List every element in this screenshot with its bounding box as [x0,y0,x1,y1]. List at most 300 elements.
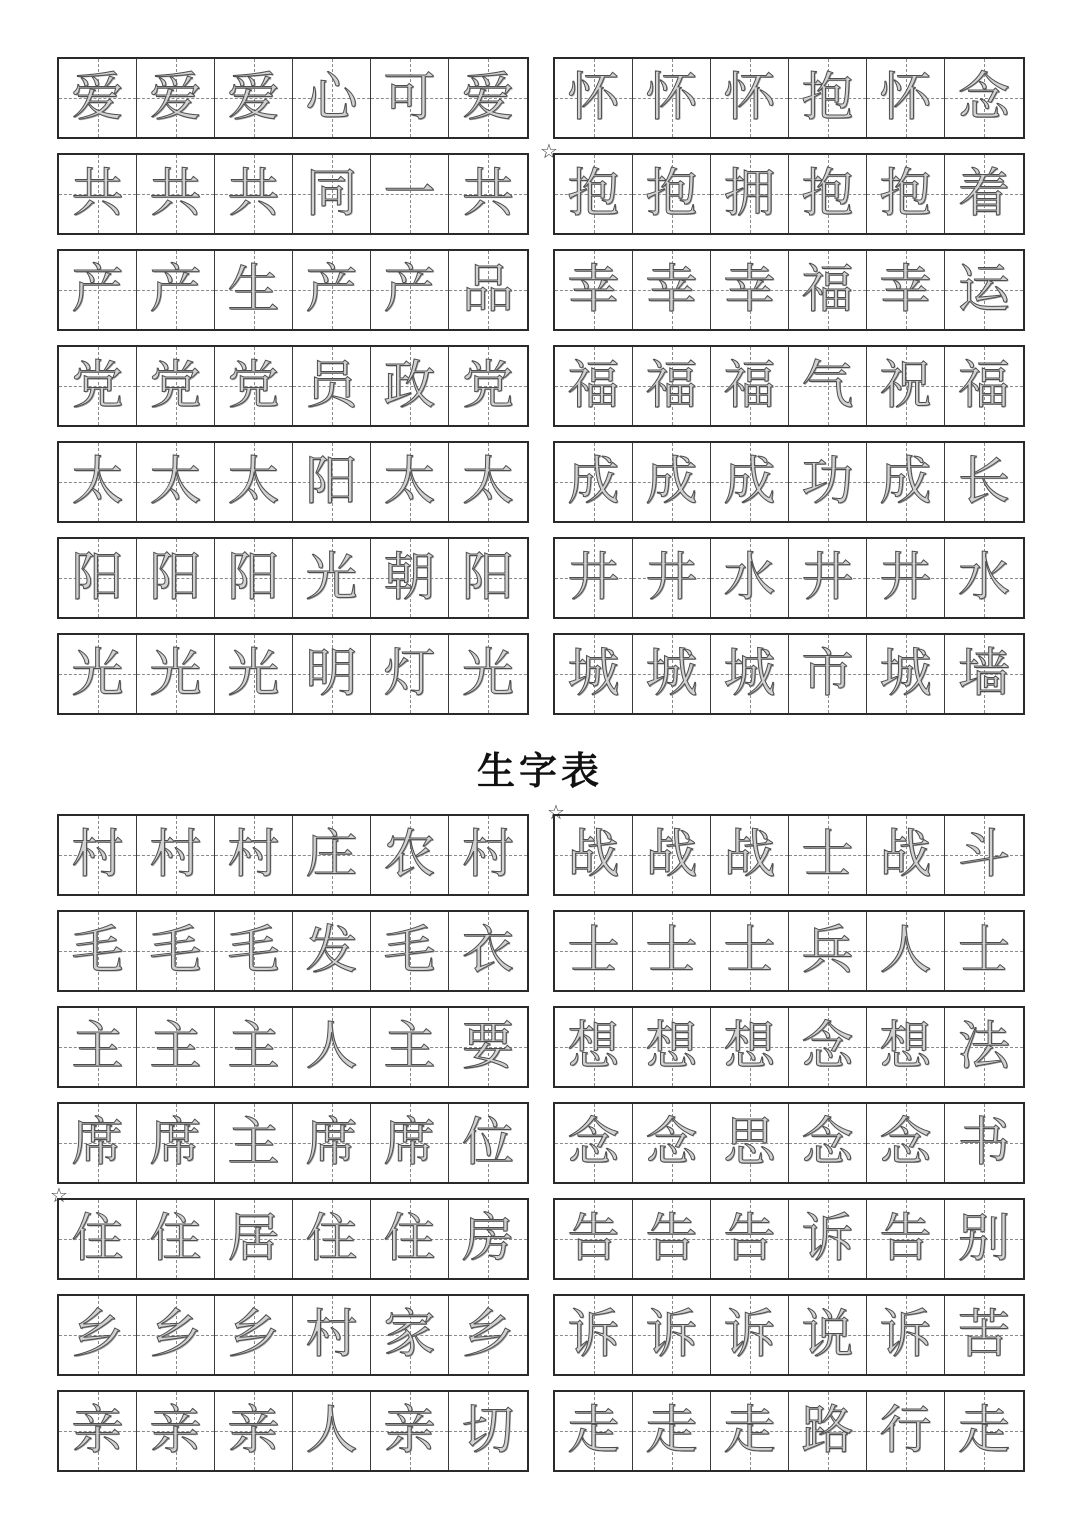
practice-cell [293,635,371,713]
character-glyph: 怀 [567,68,620,128]
practice-cell [59,912,137,990]
practice-cell [867,635,945,713]
practice-cell [945,912,1023,990]
character-glyph: 毛 [149,921,202,981]
character-glyph: 功 [801,452,854,512]
practice-cell [789,1200,867,1278]
character-glyph: 阳 [149,548,202,608]
character-glyph: 诉 [567,1305,620,1365]
practice-cell [711,1200,789,1278]
practice-cell [789,635,867,713]
practice-cell [215,251,293,329]
practice-cell [633,443,711,521]
character-glyph: 福 [645,356,698,416]
character-glyph: 毛 [383,921,436,981]
character-glyph: 告 [879,1209,932,1269]
practice-cell [789,59,867,137]
character-glyph: 太 [71,452,124,512]
character-glyph: 乡 [227,1305,280,1365]
practice-cell [555,155,633,233]
character-glyph: 要 [461,1017,514,1077]
practice-cell [59,59,137,137]
character-glyph: 成 [645,452,698,512]
character-glyph: 政 [383,356,436,416]
character-glyph: 念 [645,1113,698,1173]
practice-cell [945,347,1023,425]
character-glyph: 走 [957,1401,1010,1461]
character-glyph: 村 [227,825,280,885]
character-glyph: 亲 [383,1401,436,1461]
practice-row [553,814,1025,896]
character-glyph: 住 [71,1209,124,1269]
character-glyph: 庄 [305,825,358,885]
practice-cell [371,816,449,894]
practice-cell [789,1008,867,1086]
character-glyph: 爱 [71,68,124,128]
practice-cell [59,1008,137,1086]
practice-cell [293,347,371,425]
practice-cell [449,443,527,521]
character-glyph: 想 [567,1017,620,1077]
character-glyph: 毛 [227,921,280,981]
practice-cell [711,816,789,894]
character-glyph: 城 [567,644,620,704]
practice-cell [293,1008,371,1086]
character-glyph: 切 [461,1401,514,1461]
character-glyph: 幸 [567,260,620,320]
practice-cell [371,1008,449,1086]
practice-row [57,1102,529,1184]
character-glyph: 福 [567,356,620,416]
practice-cell [215,1392,293,1470]
practice-cell [137,443,215,521]
character-glyph: 思 [723,1113,776,1173]
character-glyph: 念 [801,1113,854,1173]
character-glyph: 城 [879,644,932,704]
character-glyph: 成 [723,452,776,512]
character-glyph: 人 [879,921,932,981]
character-glyph: 告 [645,1209,698,1269]
character-glyph: 村 [461,825,514,885]
practice-row [553,153,1025,235]
practice-cell [789,443,867,521]
practice-row [553,57,1025,139]
practice-cell [215,912,293,990]
character-glyph: 走 [645,1401,698,1461]
character-glyph: 主 [383,1017,436,1077]
practice-cell [59,155,137,233]
character-glyph: 墙 [957,644,1010,704]
character-glyph: 席 [71,1113,124,1173]
practice-cell [789,1296,867,1374]
practice-cell [945,59,1023,137]
practice-cell [59,1392,137,1470]
practice-cell [293,1200,371,1278]
practice-row [553,345,1025,427]
practice-cell [867,816,945,894]
character-glyph: 抱 [801,68,854,128]
practice-cell [293,912,371,990]
practice-row [553,633,1025,715]
character-glyph: 士 [723,921,776,981]
character-glyph: 党 [71,356,124,416]
character-glyph: 生 [227,260,280,320]
practice-cell [449,251,527,329]
character-glyph: 士 [801,825,854,885]
practice-cell [59,347,137,425]
practice-cell [215,539,293,617]
practice-cell [945,1392,1023,1470]
character-glyph: 朝 [383,548,436,608]
character-glyph: 党 [227,356,280,416]
character-glyph: 士 [645,921,698,981]
practice-cell [711,59,789,137]
practice-cell [633,1008,711,1086]
character-glyph: 井 [567,548,620,608]
practice-cell [293,1104,371,1182]
practice-cell [371,1392,449,1470]
character-glyph: 说 [801,1305,854,1365]
practice-cell [371,443,449,521]
character-glyph: 路 [801,1401,854,1461]
practice-cell [867,251,945,329]
character-glyph: 爱 [149,68,202,128]
character-glyph: 心 [305,68,358,128]
practice-cell [711,1104,789,1182]
star-icon: ☆ [547,800,565,824]
character-glyph: 共 [461,164,514,224]
character-glyph: 井 [801,548,854,608]
character-glyph: 产 [383,260,436,320]
practice-cell [945,1200,1023,1278]
practice-row [57,249,529,331]
character-glyph: 灯 [383,644,436,704]
practice-cell [555,59,633,137]
character-glyph: 水 [723,548,776,608]
character-glyph: 拥 [723,164,776,224]
practice-cell [293,251,371,329]
character-glyph: 告 [567,1209,620,1269]
practice-cell [711,912,789,990]
character-glyph: 想 [723,1017,776,1077]
practice-cell [449,1200,527,1278]
practice-cell [633,1392,711,1470]
practice-cell [711,1296,789,1374]
practice-cell [59,539,137,617]
practice-cell [711,443,789,521]
practice-cell [449,1296,527,1374]
character-glyph: 人 [305,1401,358,1461]
practice-cell [633,1200,711,1278]
practice-row [57,537,529,619]
practice-row [553,1294,1025,1376]
practice-cell [137,912,215,990]
character-glyph: 祝 [879,356,932,416]
practice-row [57,1294,529,1376]
practice-row [57,633,529,715]
character-glyph: 共 [227,164,280,224]
practice-cell [215,1008,293,1086]
practice-cell [789,816,867,894]
character-glyph: 亲 [227,1401,280,1461]
character-glyph: 主 [227,1017,280,1077]
practice-cell [711,635,789,713]
practice-cell [711,251,789,329]
character-glyph: 产 [149,260,202,320]
character-glyph: 产 [71,260,124,320]
practice-cell [555,251,633,329]
character-glyph: 书 [957,1113,1010,1173]
practice-cell [555,1008,633,1086]
practice-cell [371,347,449,425]
character-glyph: 乡 [149,1305,202,1365]
character-glyph: 员 [305,356,358,416]
practice-cell [633,912,711,990]
practice-cell [449,347,527,425]
practice-row [553,1006,1025,1088]
practice-cell [137,1200,215,1278]
character-glyph: 住 [149,1209,202,1269]
practice-cell [945,1008,1023,1086]
practice-cell [867,59,945,137]
practice-cell [867,347,945,425]
character-glyph: 席 [383,1113,436,1173]
character-glyph: 水 [957,548,1010,608]
practice-cell [215,347,293,425]
character-glyph: 井 [645,548,698,608]
practice-cell [633,539,711,617]
character-glyph: 光 [461,644,514,704]
practice-cell [867,155,945,233]
practice-cell [789,347,867,425]
character-glyph: 光 [305,548,358,608]
practice-cell [945,1104,1023,1182]
practice-cell [137,1296,215,1374]
character-glyph: 抱 [645,164,698,224]
character-glyph: 房 [461,1209,514,1269]
practice-cell [59,635,137,713]
character-glyph: 诉 [645,1305,698,1365]
practice-cell [449,155,527,233]
character-glyph: 太 [227,452,280,512]
character-glyph: 亲 [71,1401,124,1461]
practice-cell [867,1200,945,1278]
character-glyph: 抱 [879,164,932,224]
character-glyph: 品 [461,260,514,320]
practice-cell [59,251,137,329]
character-glyph: 可 [383,68,436,128]
practice-cell [555,1104,633,1182]
practice-cell [59,1104,137,1182]
practice-cell [449,1392,527,1470]
character-glyph: 长 [957,452,1010,512]
practice-cell [711,155,789,233]
character-glyph: 发 [305,921,358,981]
practice-cell [293,816,371,894]
practice-cell [633,347,711,425]
practice-cell [371,251,449,329]
practice-cell [945,251,1023,329]
practice-cell [633,1296,711,1374]
practice-cell [371,635,449,713]
character-glyph: 井 [879,548,932,608]
character-glyph: 怀 [723,68,776,128]
practice-row [57,345,529,427]
practice-cell [59,1200,137,1278]
practice-cell [945,1296,1023,1374]
practice-cell [711,347,789,425]
practice-cell [137,1008,215,1086]
practice-row [57,1006,529,1088]
practice-cell [555,1200,633,1278]
practice-cell [371,1296,449,1374]
practice-cell [555,1392,633,1470]
character-glyph: 士 [567,921,620,981]
character-glyph: 战 [879,825,932,885]
character-glyph: 主 [71,1017,124,1077]
character-glyph: 阳 [305,452,358,512]
practice-cell [711,1392,789,1470]
character-glyph: 着 [957,164,1010,224]
character-glyph: 走 [567,1401,620,1461]
practice-row [553,1102,1025,1184]
character-glyph: 共 [149,164,202,224]
star-icon: ☆ [540,139,558,163]
practice-cell [867,443,945,521]
practice-cell [371,59,449,137]
practice-cell [945,155,1023,233]
practice-cell [293,1392,371,1470]
practice-cell [59,1296,137,1374]
practice-cell [555,816,633,894]
practice-cell [633,155,711,233]
character-glyph: 党 [461,356,514,416]
character-glyph: 亲 [149,1401,202,1461]
practice-cell [137,155,215,233]
practice-cell [293,155,371,233]
practice-cell [215,1104,293,1182]
practice-cell [215,1296,293,1374]
character-glyph: 家 [383,1305,436,1365]
character-glyph: 气 [801,356,854,416]
practice-cell [449,816,527,894]
page-title: 生字表 [476,748,603,793]
character-glyph: 城 [645,644,698,704]
practice-cell [789,539,867,617]
character-glyph: 村 [71,825,124,885]
practice-cell [215,816,293,894]
character-glyph: 战 [567,825,620,885]
practice-row [553,1390,1025,1472]
practice-cell [867,912,945,990]
practice-cell [555,539,633,617]
practice-row [553,910,1025,992]
practice-cell [945,816,1023,894]
practice-cell [371,155,449,233]
practice-cell [711,539,789,617]
character-glyph: 成 [567,452,620,512]
character-glyph: 席 [305,1113,358,1173]
character-glyph: 席 [149,1113,202,1173]
practice-cell [711,1008,789,1086]
practice-cell [215,1200,293,1278]
practice-cell [137,816,215,894]
practice-cell [449,59,527,137]
character-glyph: 诉 [723,1305,776,1365]
character-glyph: 士 [957,921,1010,981]
character-glyph: 福 [957,356,1010,416]
practice-row [57,814,529,896]
practice-row [57,57,529,139]
character-glyph: 法 [957,1017,1010,1077]
character-glyph: 怀 [879,68,932,128]
practice-cell [945,443,1023,521]
practice-cell [945,539,1023,617]
character-glyph: 兵 [801,921,854,981]
practice-cell [555,347,633,425]
character-glyph: 市 [801,644,854,704]
character-glyph: 战 [723,825,776,885]
practice-cell [449,1104,527,1182]
character-glyph: 乡 [71,1305,124,1365]
character-glyph: 诉 [801,1209,854,1269]
character-glyph: 光 [149,644,202,704]
character-glyph: 村 [305,1305,358,1365]
practice-cell [449,539,527,617]
practice-cell [555,635,633,713]
character-glyph: 念 [801,1017,854,1077]
character-glyph: 农 [383,825,436,885]
practice-cell [449,635,527,713]
practice-cell [449,912,527,990]
character-glyph: 阳 [227,548,280,608]
character-glyph: 怀 [645,68,698,128]
practice-cell [137,1104,215,1182]
character-glyph: 衣 [461,921,514,981]
character-glyph: 运 [957,260,1010,320]
practice-cell [215,443,293,521]
character-glyph: 抱 [567,164,620,224]
practice-cell [945,635,1023,713]
practice-cell [137,539,215,617]
practice-cell [633,1104,711,1182]
character-glyph: 太 [149,452,202,512]
character-glyph: 爱 [227,68,280,128]
practice-cell [293,443,371,521]
character-glyph: 斗 [957,825,1010,885]
character-glyph: 同 [305,164,358,224]
character-glyph: 一 [383,164,436,224]
practice-cell [215,635,293,713]
practice-row [553,249,1025,331]
character-glyph: 明 [305,644,358,704]
practice-row [57,1198,529,1280]
practice-cell [371,912,449,990]
character-glyph: 走 [723,1401,776,1461]
practice-row [57,153,529,235]
practice-cell [633,816,711,894]
character-glyph: 村 [149,825,202,885]
practice-row [553,441,1025,523]
character-glyph: 行 [879,1401,932,1461]
character-glyph: 城 [723,644,776,704]
practice-cell [555,912,633,990]
practice-cell [293,1296,371,1374]
character-glyph: 住 [383,1209,436,1269]
character-glyph: 告 [723,1209,776,1269]
practice-cell [59,443,137,521]
character-glyph: 阳 [71,548,124,608]
